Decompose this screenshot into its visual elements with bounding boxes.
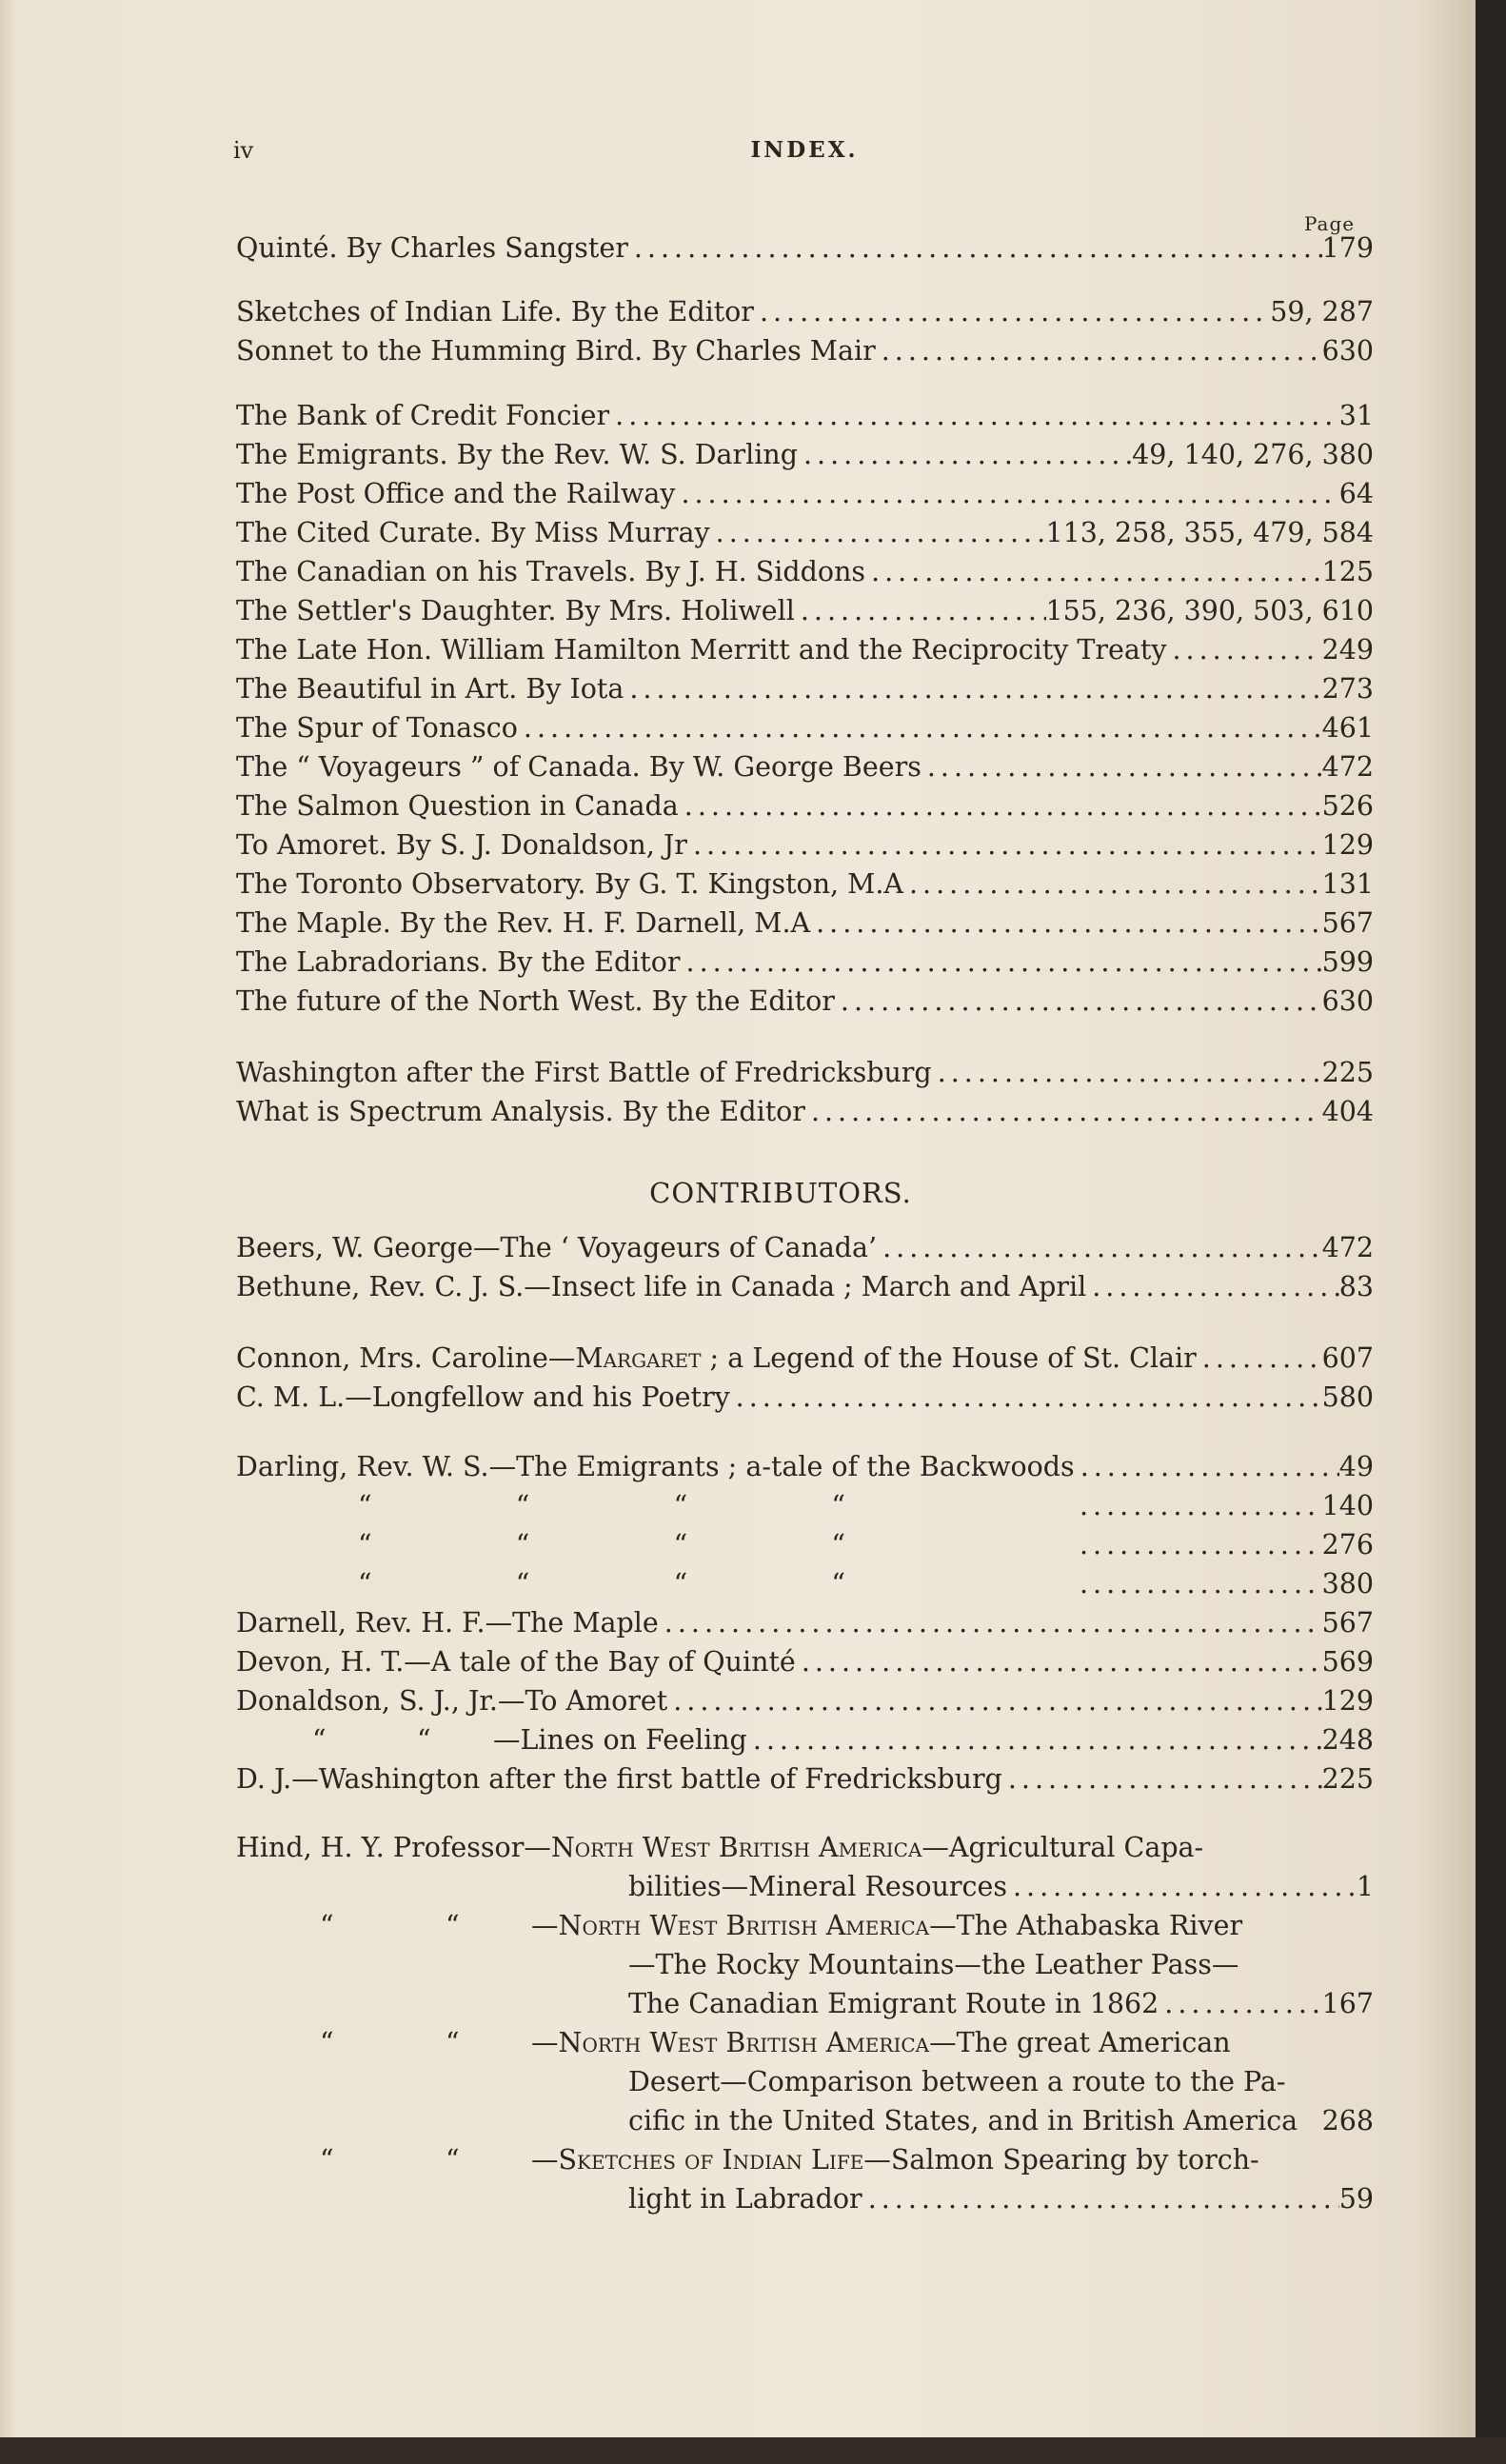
contributor-entry: “ “ —Lines on Feeling ..... 248 <box>236 1724 1374 1763</box>
contributor-entry: Connon, Mrs. Caroline—Margaret ; a Legend of the House of St. Clair ..... 607 <box>236 1342 1374 1381</box>
contributors-group-c <box>236 1342 1374 1421</box>
contributor-entry: Hind, H. Y. Professor—North West British America—Agricultural Capa- <box>236 1832 1204 1863</box>
page-column-label: Page <box>1304 212 1356 235</box>
index-entry: Sketches of Indian Life. By the Editor ..... 59, 287 <box>236 296 1374 335</box>
index-group-t <box>236 400 1374 1024</box>
index-entry: The Bank of Credit Foncier ..... 31 <box>236 400 1374 439</box>
index-entry: The Late Hon. William Hamilton Merritt and the Reciprocity Treaty ..... 249 <box>236 634 1374 673</box>
contributor-entry: D. J.—Washington after the first battle of Fredricksburg ..... 225 <box>236 1763 1374 1802</box>
contributor-entry: Devon, H. T.—A tale of the Bay of Quinté ..... 569 <box>236 1646 1374 1685</box>
contributor-entry-cont: bilities—Mineral Resources ..... 1 <box>236 1871 1374 1910</box>
contributor-entry: C. M. L.—Longfellow and his Poetry ..... 580 <box>236 1381 1374 1421</box>
contributor-entry-cont: The Canadian Emigrant Route in 1862 ..... 167 <box>236 1988 1374 2027</box>
running-header <box>233 137 1376 175</box>
index-entry: The Maple. By the Rev. H. F. Darnell, M.A ..... 567 <box>236 907 1374 946</box>
contributors-heading: CONTRIBUTORS. <box>649 1177 912 1209</box>
index-entry: To Amoret. By S. J. Donaldson, Jr ..... 129 <box>236 829 1374 868</box>
contributors-group-h <box>236 1832 1374 2222</box>
contributor-entry-cont: Desert—Comparison between a route to the Pa- <box>628 2066 1286 2097</box>
contributor-entry: “ “ —North West British America —The Athabaska River <box>320 1910 1243 1941</box>
index-entry: Washington after the First Battle of Fredricksburg ..... 225 <box>236 1057 1374 1096</box>
page-title: INDEX. <box>750 137 859 163</box>
index-entry: The Emigrants. By the Rev. W. S. Darling ..... 49, 140, 276, 380 <box>236 439 1374 478</box>
index-entry: The Canadian on his Travels. By J. H. Siddons ..... 125 <box>236 556 1374 595</box>
index-entry: The Spur of Tonasco ..... 461 <box>236 712 1374 751</box>
index-group-s <box>236 296 1374 374</box>
contributor-entry: Bethune, Rev. C. J. S.—Insect life in Canada ; March and April ..... 83 <box>236 1271 1374 1310</box>
index-entry: Sonnet to the Humming Bird. By Charles Mair ..... 630 <box>236 335 1374 374</box>
contributor-entry: Darnell, Rev. H. F.—The Maple ..... 567 <box>236 1607 1374 1646</box>
contributor-entry: Darling, Rev. W. S.—The Emigrants ; a-tale of the Backwoods ..... 49 <box>236 1451 1374 1490</box>
contributor-entry-cont: —The Rocky Mountains—the Leather Pass— <box>628 1949 1239 1980</box>
index-entry: The Labradorians. By the Editor ..... 599 <box>236 946 1374 985</box>
contributor-entry-cont: cific in the United States, and in British America 268 <box>628 2105 1374 2136</box>
contributor-entry: “ “ —Sketches of Indian Life —Salmon Spearing by torch- <box>320 2144 1259 2176</box>
contributor-entry: “ “ —North West British America —The great American <box>320 2027 1231 2058</box>
index-entry: The future of the North West. By the Editor ..... 630 <box>236 985 1374 1024</box>
index-entry: The Cited Curate. By Miss Murray ..... 113, 258, 355, 479, 584 <box>236 517 1374 556</box>
contributors-group-b <box>236 1232 1374 1310</box>
index-entry: The Beautiful in Art. By Iota ..... 273 <box>236 673 1374 712</box>
index-group-w <box>236 1057 1374 1135</box>
page-edge-shadow <box>1476 0 1506 2464</box>
index-entry: The Salmon Question in Canada ..... 526 <box>236 790 1374 829</box>
index-entry: The Toronto Observatory. By G. T. Kingston, M.A ..... 131 <box>236 868 1374 907</box>
ditto-entry: “ “ “ “ ..... 380 <box>236 1568 1374 1607</box>
index-entry: The Settler's Daughter. By Mrs. Holiwell ..... 155, 236, 390, 503, 610 <box>236 595 1374 634</box>
index-entry: What is Spectrum Analysis. By the Editor ..... 404 <box>236 1096 1374 1135</box>
contributors-group-d <box>236 1451 1374 1802</box>
index-entry: Quinté. By Charles Sangster ..... 179 <box>236 232 1374 271</box>
contributor-entry-cont: light in Labrador ..... 59 <box>236 2183 1374 2222</box>
contributor-entry: Donaldson, S. J., Jr.—To Amoret ..... 129 <box>236 1685 1374 1724</box>
ditto-entry: “ “ “ “ ..... 276 <box>236 1529 1374 1568</box>
page-number: iv <box>233 137 254 164</box>
index-entry: The “ Voyageurs ” of Canada. By W. George Beers ..... 472 <box>236 751 1374 790</box>
page-bottom-shadow <box>0 2437 1506 2464</box>
ditto-entry: “ “ “ “ ..... 140 <box>236 1490 1374 1529</box>
contributor-entry: Beers, W. George—The ‘ Voyageurs of Canada’ ..... 472 <box>236 1232 1374 1271</box>
index-group-q <box>236 232 1374 271</box>
index-entry: The Post Office and the Railway ..... 64 <box>236 478 1374 517</box>
